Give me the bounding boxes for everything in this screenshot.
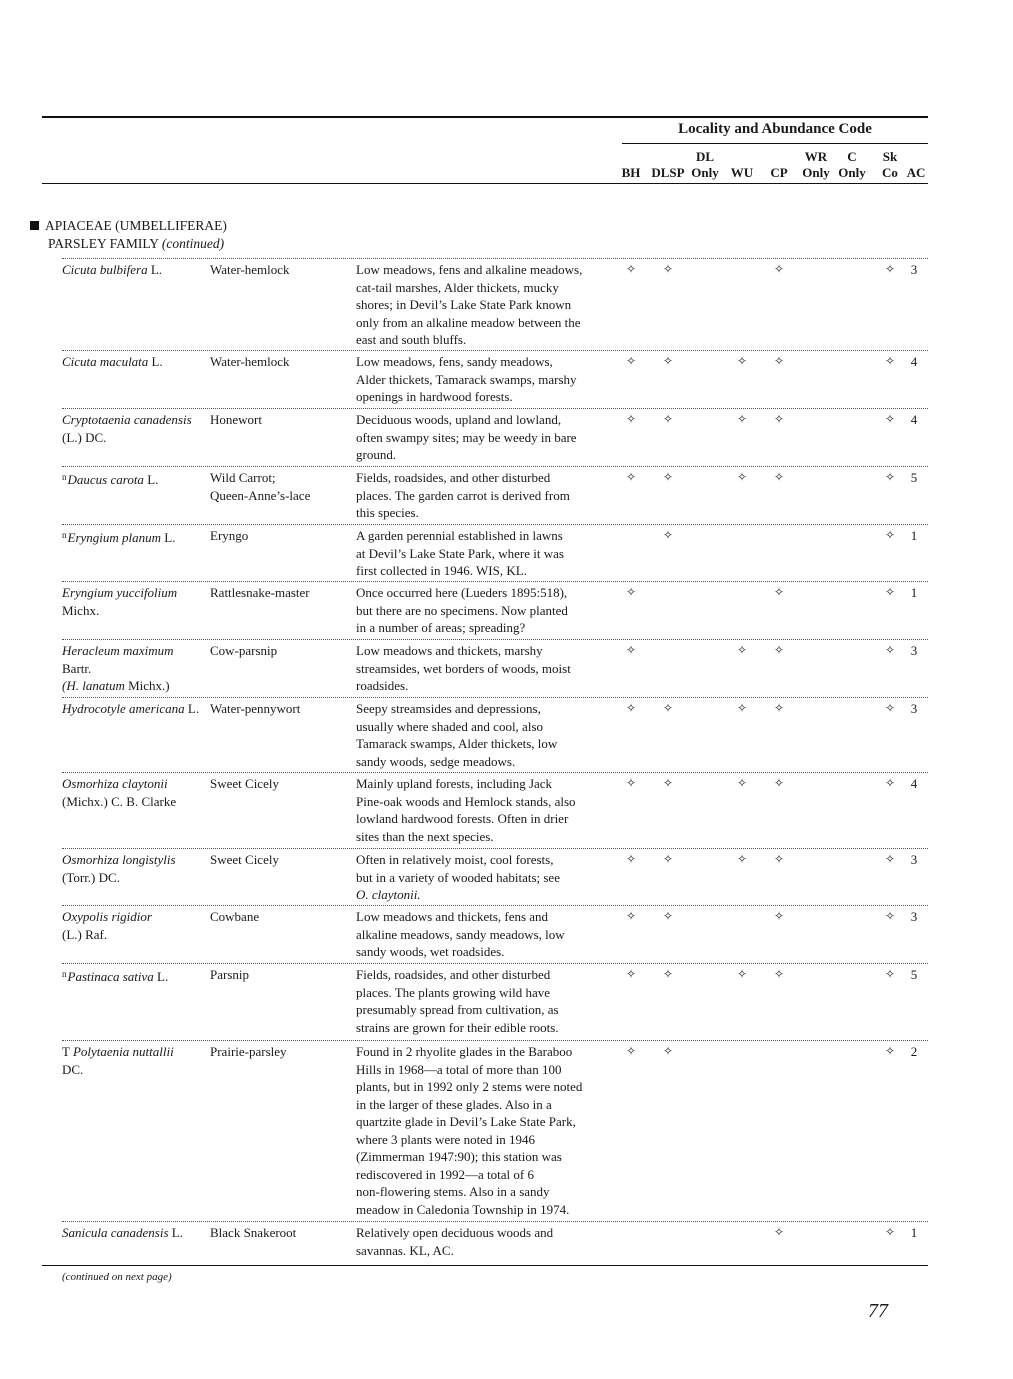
naturalized-mark: n [62, 530, 67, 540]
abundance-code: 1 [910, 1225, 918, 1240]
column-header-DL-Only: DL Only [691, 149, 719, 180]
scientific-name: Oxypolis rigidior (L.) Raf. [62, 909, 152, 942]
species-row [62, 905, 928, 959]
presence-diamond-icon: ✧ [625, 412, 637, 426]
species-row [62, 466, 928, 520]
abundance-code: 3 [910, 643, 918, 658]
species-row [62, 963, 928, 1035]
presence-diamond-icon: ✧ [884, 262, 896, 276]
column-header-Sk-Co: Sk Co [882, 149, 898, 180]
presence-diamond-icon: ✧ [773, 470, 785, 484]
scientific-name: $^n$Daucus carota L. [62, 472, 159, 487]
presence-diamond-icon: ✧ [662, 967, 674, 981]
habitat-description: Found in 2 rhyolite glades in the Baraboo Hills in 1968—a total of more than 100 plants, but in 1992 only 2 stems were noted in the larger of these glades. Also in a quartzite glade in Devil’s Lake State Park, where 3 plants were noted in 1946 (Zimmerman 1947:90); this station was rediscovered in 1992—a total of 6 non-flowering stems. Also in a sandy meadow in Caledonia Township in 1974. [356, 1044, 583, 1217]
abundance-code: 1 [910, 585, 918, 600]
scientific-name: Cicuta bulbifera L. [62, 262, 163, 277]
presence-diamond-icon: ✧ [662, 1044, 674, 1058]
scientific-name: Cryptotaenia canadensis (L.) DC. [62, 412, 192, 445]
presence-diamond-icon: ✧ [662, 776, 674, 790]
scientific-name: Osmorhiza longistylis (Torr.) DC. [62, 852, 176, 885]
presence-diamond-icon: ✧ [736, 354, 748, 368]
abundance-code: 1 [910, 528, 918, 543]
presence-diamond-icon: ✧ [773, 909, 785, 923]
presence-diamond-icon: ✧ [884, 585, 896, 599]
presence-diamond-icon: ✧ [773, 701, 785, 715]
habitat-description: Once occurred here (Lueders 1895:518), but there are no specimens. Now planted in a number of areas; spreading? [356, 585, 568, 635]
presence-diamond-icon: ✧ [773, 585, 785, 599]
presence-diamond-icon: ✧ [884, 354, 896, 368]
habitat-description: A garden perennial established in lawns at Devil’s Lake State Park, where it was first collected in 1946. WIS, KL. [356, 528, 564, 578]
common-name: Prairie-parsley [210, 1044, 287, 1059]
presence-diamond-icon: ✧ [625, 470, 637, 484]
species-row [62, 1221, 928, 1258]
presence-diamond-icon: ✧ [662, 354, 674, 368]
habitat-description: Often in relatively moist, cool forests, but in a variety of wooded habitats; see O. claytonii. [356, 852, 560, 902]
common-name: Water-hemlock [210, 354, 290, 369]
presence-diamond-icon: ✧ [773, 354, 785, 368]
habitat-description: Deciduous woods, upland and lowland, often swampy sites; may be weedy in bare ground. [356, 412, 577, 462]
presence-diamond-icon: ✧ [736, 412, 748, 426]
presence-diamond-icon: ✧ [625, 701, 637, 715]
common-name: Water-hemlock [210, 262, 290, 277]
column-header-BH: BH [621, 165, 641, 180]
presence-diamond-icon: ✧ [662, 852, 674, 866]
presence-diamond-icon: ✧ [773, 852, 785, 866]
presence-diamond-icon: ✧ [625, 1044, 637, 1058]
presence-diamond-icon: ✧ [662, 412, 674, 426]
top-rule [42, 116, 928, 118]
common-name: Wild Carrot; Queen-Anne’s-lace [210, 470, 311, 503]
threatened-mark: T [62, 1044, 70, 1059]
naturalized-mark: n [62, 472, 67, 482]
presence-diamond-icon: ✧ [884, 470, 896, 484]
abundance-code: 3 [910, 701, 918, 716]
presence-diamond-icon: ✧ [736, 852, 748, 866]
presence-diamond-icon: ✧ [773, 776, 785, 790]
page-number: 77 [868, 1300, 888, 1322]
species-row [62, 581, 928, 635]
presence-diamond-icon: ✧ [662, 701, 674, 715]
presence-diamond-icon: ✧ [884, 909, 896, 923]
scientific-name: $^n$Pastinaca sativa L. [62, 969, 169, 984]
presence-diamond-icon: ✧ [736, 470, 748, 484]
presence-diamond-icon: ✧ [773, 412, 785, 426]
habitat-description: Low meadows, fens and alkaline meadows, cat-tail marshes, Alder thickets, mucky shores; in Devil’s Lake State Park known only from an alkaline meadow between the east and south bluffs. [356, 262, 583, 347]
species-row [62, 639, 928, 693]
presence-diamond-icon: ✧ [625, 852, 637, 866]
group-rule [622, 143, 928, 144]
abundance-code: 2 [910, 1044, 918, 1059]
presence-diamond-icon: ✧ [625, 354, 637, 368]
presence-diamond-icon: ✧ [884, 1044, 896, 1058]
abundance-code: 4 [910, 412, 918, 427]
presence-diamond-icon: ✧ [662, 528, 674, 542]
presence-diamond-icon: ✧ [773, 643, 785, 657]
species-row [62, 772, 928, 844]
presence-diamond-icon: ✧ [884, 528, 896, 542]
common-name: Cow-parsnip [210, 643, 278, 658]
presence-diamond-icon: ✧ [884, 852, 896, 866]
presence-diamond-icon: ✧ [625, 776, 637, 790]
abundance-code: 5 [910, 470, 918, 485]
scientific-name: Hydrocotyle americana L. [62, 701, 200, 716]
abundance-code: 4 [910, 776, 918, 791]
habitat-description: Relatively open deciduous woods and savannas. KL, AC. [356, 1225, 554, 1258]
common-name: Water-pennywort [210, 701, 301, 716]
habitat-description: Low meadows and thickets, marshy streamsides, wet borders of woods, moist roadsides. [356, 643, 571, 693]
column-header-WU: WU [730, 165, 754, 180]
abundance-code: 3 [910, 909, 918, 924]
family-common-name: PARSLEY FAMILY [48, 236, 159, 251]
presence-diamond-icon: ✧ [625, 909, 637, 923]
presence-diamond-icon: ✧ [662, 262, 674, 276]
species-row [62, 350, 928, 404]
column-header-WR-Only: WR Only [802, 149, 830, 180]
locality-group-title: Locality and Abundance Code [678, 121, 872, 137]
presence-diamond-icon: ✧ [884, 701, 896, 715]
common-name: Sweet Cicely [210, 852, 279, 867]
common-name: Cowbane [210, 909, 260, 924]
habitat-description: Low meadows, fens, sandy meadows, Alder thickets, Tamarack swamps, marshy openings in hardwood forests. [356, 354, 577, 404]
family-continued-note: (continued) [161, 236, 225, 251]
column-header-DLSP: DLSP [651, 165, 685, 180]
species-row [62, 1040, 928, 1217]
common-name: Black Snakeroot [210, 1225, 297, 1240]
species-row [62, 848, 928, 902]
scientific-name: Heracleum maximum Bartr. (H. lanatum Michx.) [62, 643, 174, 693]
species-row [62, 408, 928, 462]
presence-diamond-icon: ✧ [625, 585, 637, 599]
presence-diamond-icon: ✧ [736, 701, 748, 715]
square-bullet-icon [30, 221, 39, 230]
presence-diamond-icon: ✧ [884, 967, 896, 981]
scientific-name: $^n$Eryngium planum L. [62, 530, 176, 545]
column-header-CP: CP [770, 165, 788, 180]
family-name: APIACEAE (UMBELLIFERAE) [45, 218, 227, 233]
common-name: Rattlesnake-master [210, 585, 310, 600]
abundance-code: 3 [910, 262, 918, 277]
presence-diamond-icon: ✧ [773, 262, 785, 276]
presence-diamond-icon: ✧ [625, 643, 637, 657]
habitat-description: Mainly upland forests, including Jack Pine-oak woods and Hemlock stands, also lowland hardwood forests. Often in drier sites than the next species. [356, 776, 576, 844]
scientific-name: Osmorhiza claytonii (Michx.) C. B. Clarke [62, 776, 177, 809]
abundance-code: 4 [910, 354, 918, 369]
bottom-rule [42, 1265, 928, 1266]
habitat-description: Seepy streamsides and depressions, usually where shaded and cool, also Tamarack swamps, Alder thickets, low sandy woods, sedge meadows. [356, 701, 558, 769]
common-name: Honewort [210, 412, 262, 427]
presence-diamond-icon: ✧ [773, 967, 785, 981]
presence-diamond-icon: ✧ [884, 1225, 896, 1239]
presence-diamond-icon: ✧ [884, 776, 896, 790]
scientific-name: T Polytaenia nuttallii DC. [62, 1044, 174, 1077]
column-header-C-Only: C Only [838, 149, 866, 180]
common-name: Sweet Cicely [210, 776, 279, 791]
naturalized-mark: n [62, 969, 67, 979]
presence-diamond-icon: ✧ [884, 643, 896, 657]
presence-diamond-icon: ✧ [662, 470, 674, 484]
family-heading [30, 217, 227, 253]
presence-diamond-icon: ✧ [736, 776, 748, 790]
species-row [62, 524, 928, 578]
common-name: Parsnip [210, 967, 249, 982]
abundance-code: 3 [910, 852, 918, 867]
continued-note: (continued on next page) [62, 1271, 172, 1283]
column-header-AC: AC [906, 165, 926, 180]
abundance-code: 5 [910, 967, 918, 982]
scientific-name: Sanicula canadensis L. [62, 1225, 183, 1240]
scientific-name: Eryngium yuccifolium Michx. [62, 585, 178, 618]
presence-diamond-icon: ✧ [736, 643, 748, 657]
presence-diamond-icon: ✧ [884, 412, 896, 426]
presence-diamond-icon: ✧ [736, 967, 748, 981]
common-name: Eryngo [210, 528, 249, 543]
habitat-description: Fields, roadsides, and other disturbed places. The plants growing wild have presumably spread from cultivation, as strains are grown for their edible roots. [356, 967, 559, 1035]
header-rule [42, 183, 928, 184]
scientific-name: Cicuta maculata L. [62, 354, 163, 369]
habitat-description: Low meadows and thickets, fens and alkaline meadows, sandy meadows, low sandy woods, wet roadsides. [356, 909, 565, 959]
species-row [62, 697, 928, 769]
presence-diamond-icon: ✧ [625, 262, 637, 276]
habitat-description: Fields, roadsides, and other disturbed places. The garden carrot is derived from this species. [356, 470, 570, 520]
species-row [62, 258, 928, 347]
presence-diamond-icon: ✧ [662, 909, 674, 923]
presence-diamond-icon: ✧ [625, 967, 637, 981]
presence-diamond-icon: ✧ [773, 1225, 785, 1239]
